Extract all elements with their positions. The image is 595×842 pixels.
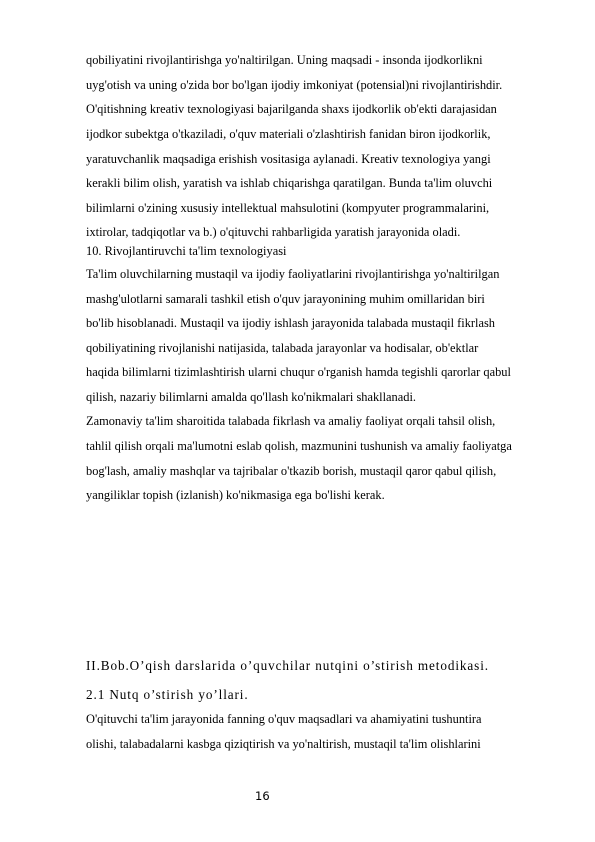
paragraph-line: bog'lash, amaliy mashqlar va tajribalar o'tkazib borish, mustaqil qaror qabul qilish, [86, 464, 497, 478]
paragraph-line: kerakli bilim olish, yaratish va ishlab chiqarishga qaratilgan. Bunda ta'lim oluvchi [86, 176, 493, 190]
chapter-heading: II.Bob.O’qish darslarida o’quvchilar nutqini o’stirish metodikasi. [86, 658, 489, 673]
paragraph-line: O'qitishning kreativ texnologiyasi bajarilganda shaxs ijodkorlik ob'ekti darajasidan [86, 102, 497, 116]
page-number: 16 [255, 789, 270, 803]
paragraph-line: mashg'ulotlarni samarali tashkil etish o'quv jarayonining muhim omillaridan biri [86, 292, 485, 306]
paragraph-line: bo'lib hisoblanadi. Mustaqil va ijodiy ishlash jarayonida talabada mustaqil fikrlash [86, 316, 495, 330]
paragraph-line: tahlil qilish orqali ma'lumotni eslab qolish, mazmunini tushunish va amaliy faoliyatga [86, 439, 512, 453]
paragraph-line: olishi, talabadalarni kasbga qiziqtirish va yo'naltirish, mustaqil ta'lim olishlarini [86, 737, 481, 751]
paragraph-line: yangiliklar topish (izlanish) ko'nikmasiga ega bo'lishi kerak. [86, 488, 385, 502]
paragraph-line: qilish, nazariy bilimlarni amalda qo'llash ko'nikmalari shakllanadi. [86, 390, 416, 404]
paragraph-line: yaratuvchanlik maqsadiga erishish vositasiga aylanadi. Kreativ texnologiya yangi [86, 152, 491, 166]
paragraph-line: bilimlarni o'zining xususiy intellektual mahsulotini (kompyuter programmalarini, [86, 201, 490, 215]
section-heading: 2.1 Nutq o’stirish yo’llari. [86, 687, 249, 702]
paragraph-line: Ta'lim oluvchilarning mustaqil va ijodiy faoliyatlarini rivojlantirishga yo'naltirilgan [86, 267, 500, 281]
paragraph-line: ixtirolar, tadqiqotlar va b.) o'qituvchi rahbarligida yaratish jarayonida oladi. [86, 225, 461, 239]
subsection-title: 10. Rivojlantiruvchi ta'lim texnologiyasi [86, 244, 287, 258]
paragraph-line: uyg'otish va uning o'zida bor bo'lgan ijodiy imkoniyat (potensial)ni rivojlantirishdir. [86, 78, 503, 92]
paragraph-line: O'qituvchi ta'lim jarayonida fanning o'quv maqsadlari va ahamiyatini tushuntira [86, 712, 482, 726]
paragraph-line: qobiliyatining rivojlanishi natijasida, talabada jarayonlar va hodisalar, ob'ektlar [86, 341, 479, 355]
paragraph-line: haqida bilimlarni tizimlashtirish ularni chuqur o'rganish hamda tegishli qarorlar qabul [86, 365, 511, 379]
paragraph-line: ijodkor subektga o'tkaziladi, o'quv materiali o'zlashtirish fanidan biron ijodkorlik, [86, 127, 491, 141]
paragraph-line: Zamonaviy ta'lim sharoitida talabada fikrlash va amaliy faoliyat orqali tahsil olish, [86, 414, 496, 428]
paragraph-line: qobiliyatini rivojlantirishga yo'naltirilgan. Uning maqsadi - insonda ijodkorlikni [86, 53, 483, 67]
